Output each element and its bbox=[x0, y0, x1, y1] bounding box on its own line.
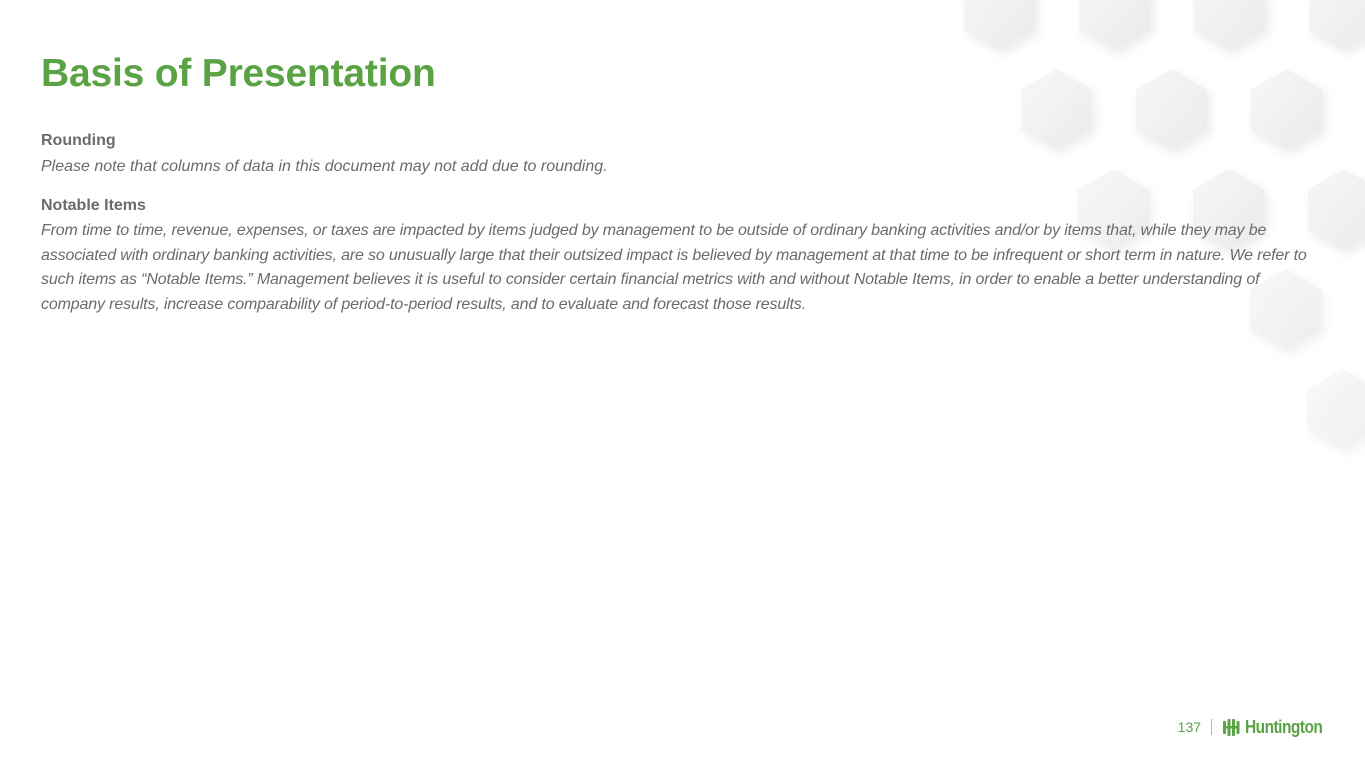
huntington-logo bbox=[1222, 717, 1323, 738]
page-number: 137 bbox=[1177, 719, 1202, 735]
slide-footer bbox=[1178, 713, 1323, 741]
footer-divider bbox=[1211, 719, 1212, 735]
huntington-logo-text: Huntington bbox=[1245, 716, 1323, 737]
slide-title: Basis of Presentation bbox=[41, 52, 436, 95]
notable-items-heading: Notable Items bbox=[41, 197, 146, 214]
notable-items-body: From time to time, revenue, expenses, or taxes are impacted by items judged by management to be outside of ordinary banking activities and/or by items that, while they may be associated with ordinary banking activities, are so unusually large that their outsized impact is believed by management at that time to be infrequent or short term in nature. We refer to such items as “Notable Items.” Management believes it is useful to consider certain financial metrics with and without Notable Items, in order to enable a better understanding of company results, increase comparability of period-to-period results, and to evaluate and forecast those results. bbox=[41, 222, 1307, 313]
huntington-logo-icon bbox=[1222, 717, 1242, 737]
rounding-body: Please note that columns of data in this document may not add due to rounding. bbox=[41, 158, 608, 175]
rounding-heading: Rounding bbox=[41, 132, 116, 149]
